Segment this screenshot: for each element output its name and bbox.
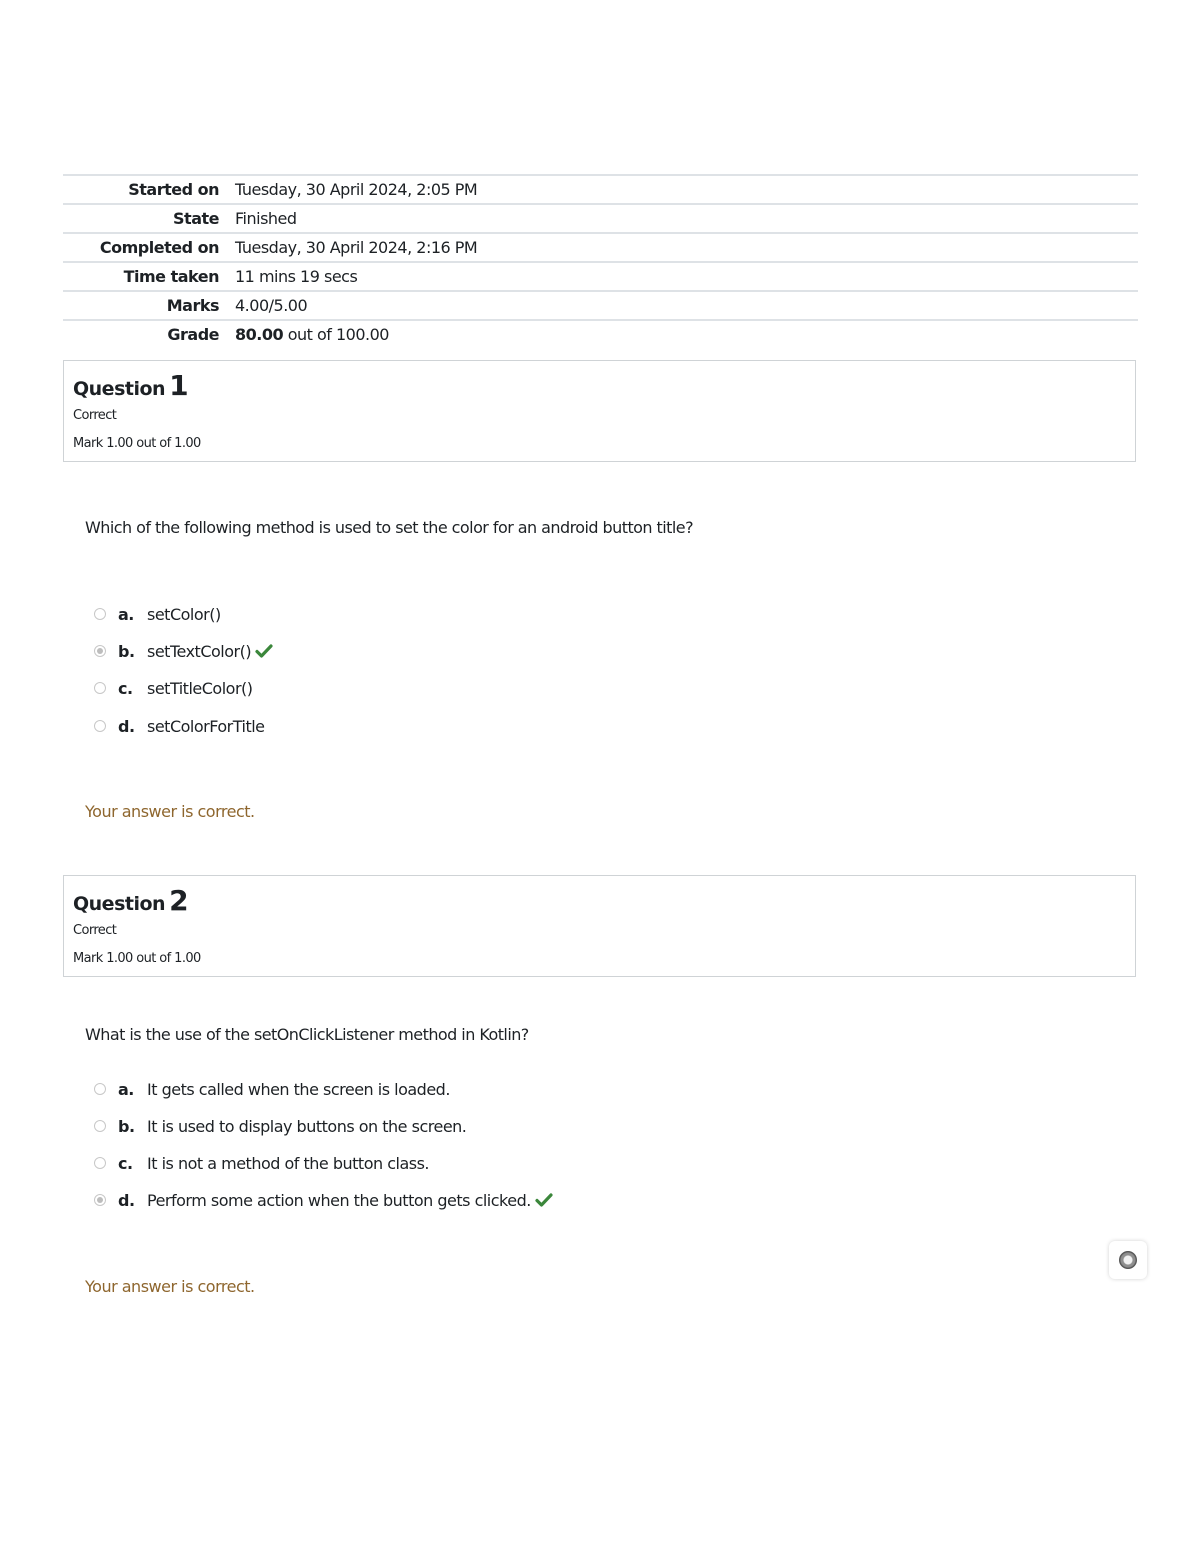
answer-text: setColor() bbox=[147, 604, 221, 624]
question-number: 2 bbox=[169, 884, 189, 917]
answer-option[interactable] bbox=[94, 715, 265, 737]
summary-label: Started on bbox=[63, 175, 235, 204]
answer-option[interactable] bbox=[94, 1189, 553, 1211]
block-toggle-button[interactable] bbox=[1109, 1241, 1147, 1279]
summary-row bbox=[63, 233, 1138, 262]
block-toggle-icon bbox=[1119, 1251, 1137, 1269]
question-info-box bbox=[63, 360, 1136, 462]
answer-letter: c. bbox=[118, 678, 133, 698]
answer-text: It gets called when the screen is loaded. bbox=[147, 1079, 450, 1099]
answer-option[interactable] bbox=[94, 1078, 450, 1100]
summary-value: 4.00/5.00 bbox=[235, 291, 1138, 320]
check-icon bbox=[535, 1191, 553, 1209]
summary-row bbox=[63, 175, 1138, 204]
radio-button[interactable] bbox=[94, 682, 106, 694]
answer-text: setTextColor() bbox=[147, 641, 252, 661]
summary-row bbox=[63, 291, 1138, 320]
question-info-box bbox=[63, 875, 1136, 977]
radio-button[interactable] bbox=[94, 608, 106, 620]
question-text: What is the use of the setOnClickListener method in Kotlin? bbox=[85, 1025, 529, 1044]
answer-text: It is not a method of the button class. bbox=[147, 1153, 430, 1173]
question-title bbox=[73, 369, 188, 402]
attempt-summary-table bbox=[63, 174, 1138, 348]
question-title bbox=[73, 884, 188, 917]
summary-label: State bbox=[63, 204, 235, 233]
summary-label: Completed on bbox=[63, 233, 235, 262]
radio-button-selected[interactable] bbox=[94, 1194, 106, 1206]
summary-label: Time taken bbox=[63, 262, 235, 291]
answer-feedback: Your answer is correct. bbox=[85, 1277, 255, 1296]
answer-feedback: Your answer is correct. bbox=[85, 802, 255, 821]
radio-button-selected[interactable] bbox=[94, 645, 106, 657]
question-state: Correct bbox=[73, 408, 117, 423]
answer-letter: d. bbox=[118, 716, 135, 736]
question-state: Correct bbox=[73, 923, 117, 938]
radio-button[interactable] bbox=[94, 1120, 106, 1132]
question-text: Which of the following method is used to set the color for an android button title? bbox=[85, 518, 694, 537]
summary-value: 11 mins 19 secs bbox=[235, 262, 1138, 291]
answer-letter: b. bbox=[118, 641, 135, 661]
answer-text: setTitleColor() bbox=[147, 678, 253, 698]
answer-letter: a. bbox=[118, 1079, 134, 1099]
summary-label: Grade bbox=[63, 320, 235, 348]
answer-option[interactable] bbox=[94, 640, 273, 662]
summary-value: Tuesday, 30 April 2024, 2:05 PM bbox=[235, 175, 1138, 204]
question-number: 1 bbox=[169, 369, 189, 402]
answer-text: Perform some action when the button gets clicked. bbox=[147, 1190, 531, 1210]
check-icon bbox=[255, 642, 273, 660]
radio-button[interactable] bbox=[94, 1083, 106, 1095]
question-label: Question bbox=[73, 893, 166, 915]
question-mark: Mark 1.00 out of 1.00 bbox=[73, 951, 201, 966]
summary-row bbox=[63, 320, 1138, 348]
answer-letter: a. bbox=[118, 604, 134, 624]
answer-option[interactable] bbox=[94, 677, 253, 699]
summary-value: Tuesday, 30 April 2024, 2:16 PM bbox=[235, 233, 1138, 262]
summary-value: Finished bbox=[235, 204, 1138, 233]
answer-letter: c. bbox=[118, 1153, 133, 1173]
radio-button[interactable] bbox=[94, 1157, 106, 1169]
answer-text: It is used to display buttons on the screen. bbox=[147, 1116, 467, 1136]
answer-option[interactable] bbox=[94, 1115, 466, 1137]
summary-row bbox=[63, 204, 1138, 233]
question-mark: Mark 1.00 out of 1.00 bbox=[73, 436, 201, 451]
answer-option[interactable] bbox=[94, 603, 221, 625]
answer-letter: d. bbox=[118, 1190, 135, 1210]
summary-row bbox=[63, 262, 1138, 291]
answer-letter: b. bbox=[118, 1116, 135, 1136]
grade-value: 80.00 bbox=[235, 325, 284, 344]
radio-button[interactable] bbox=[94, 720, 106, 732]
summary-value bbox=[235, 320, 1138, 348]
answer-text: setColorForTitle bbox=[147, 716, 265, 736]
summary-label: Marks bbox=[63, 291, 235, 320]
question-label: Question bbox=[73, 378, 166, 400]
answer-option[interactable] bbox=[94, 1152, 429, 1174]
grade-out-of: out of 100.00 bbox=[283, 325, 389, 344]
